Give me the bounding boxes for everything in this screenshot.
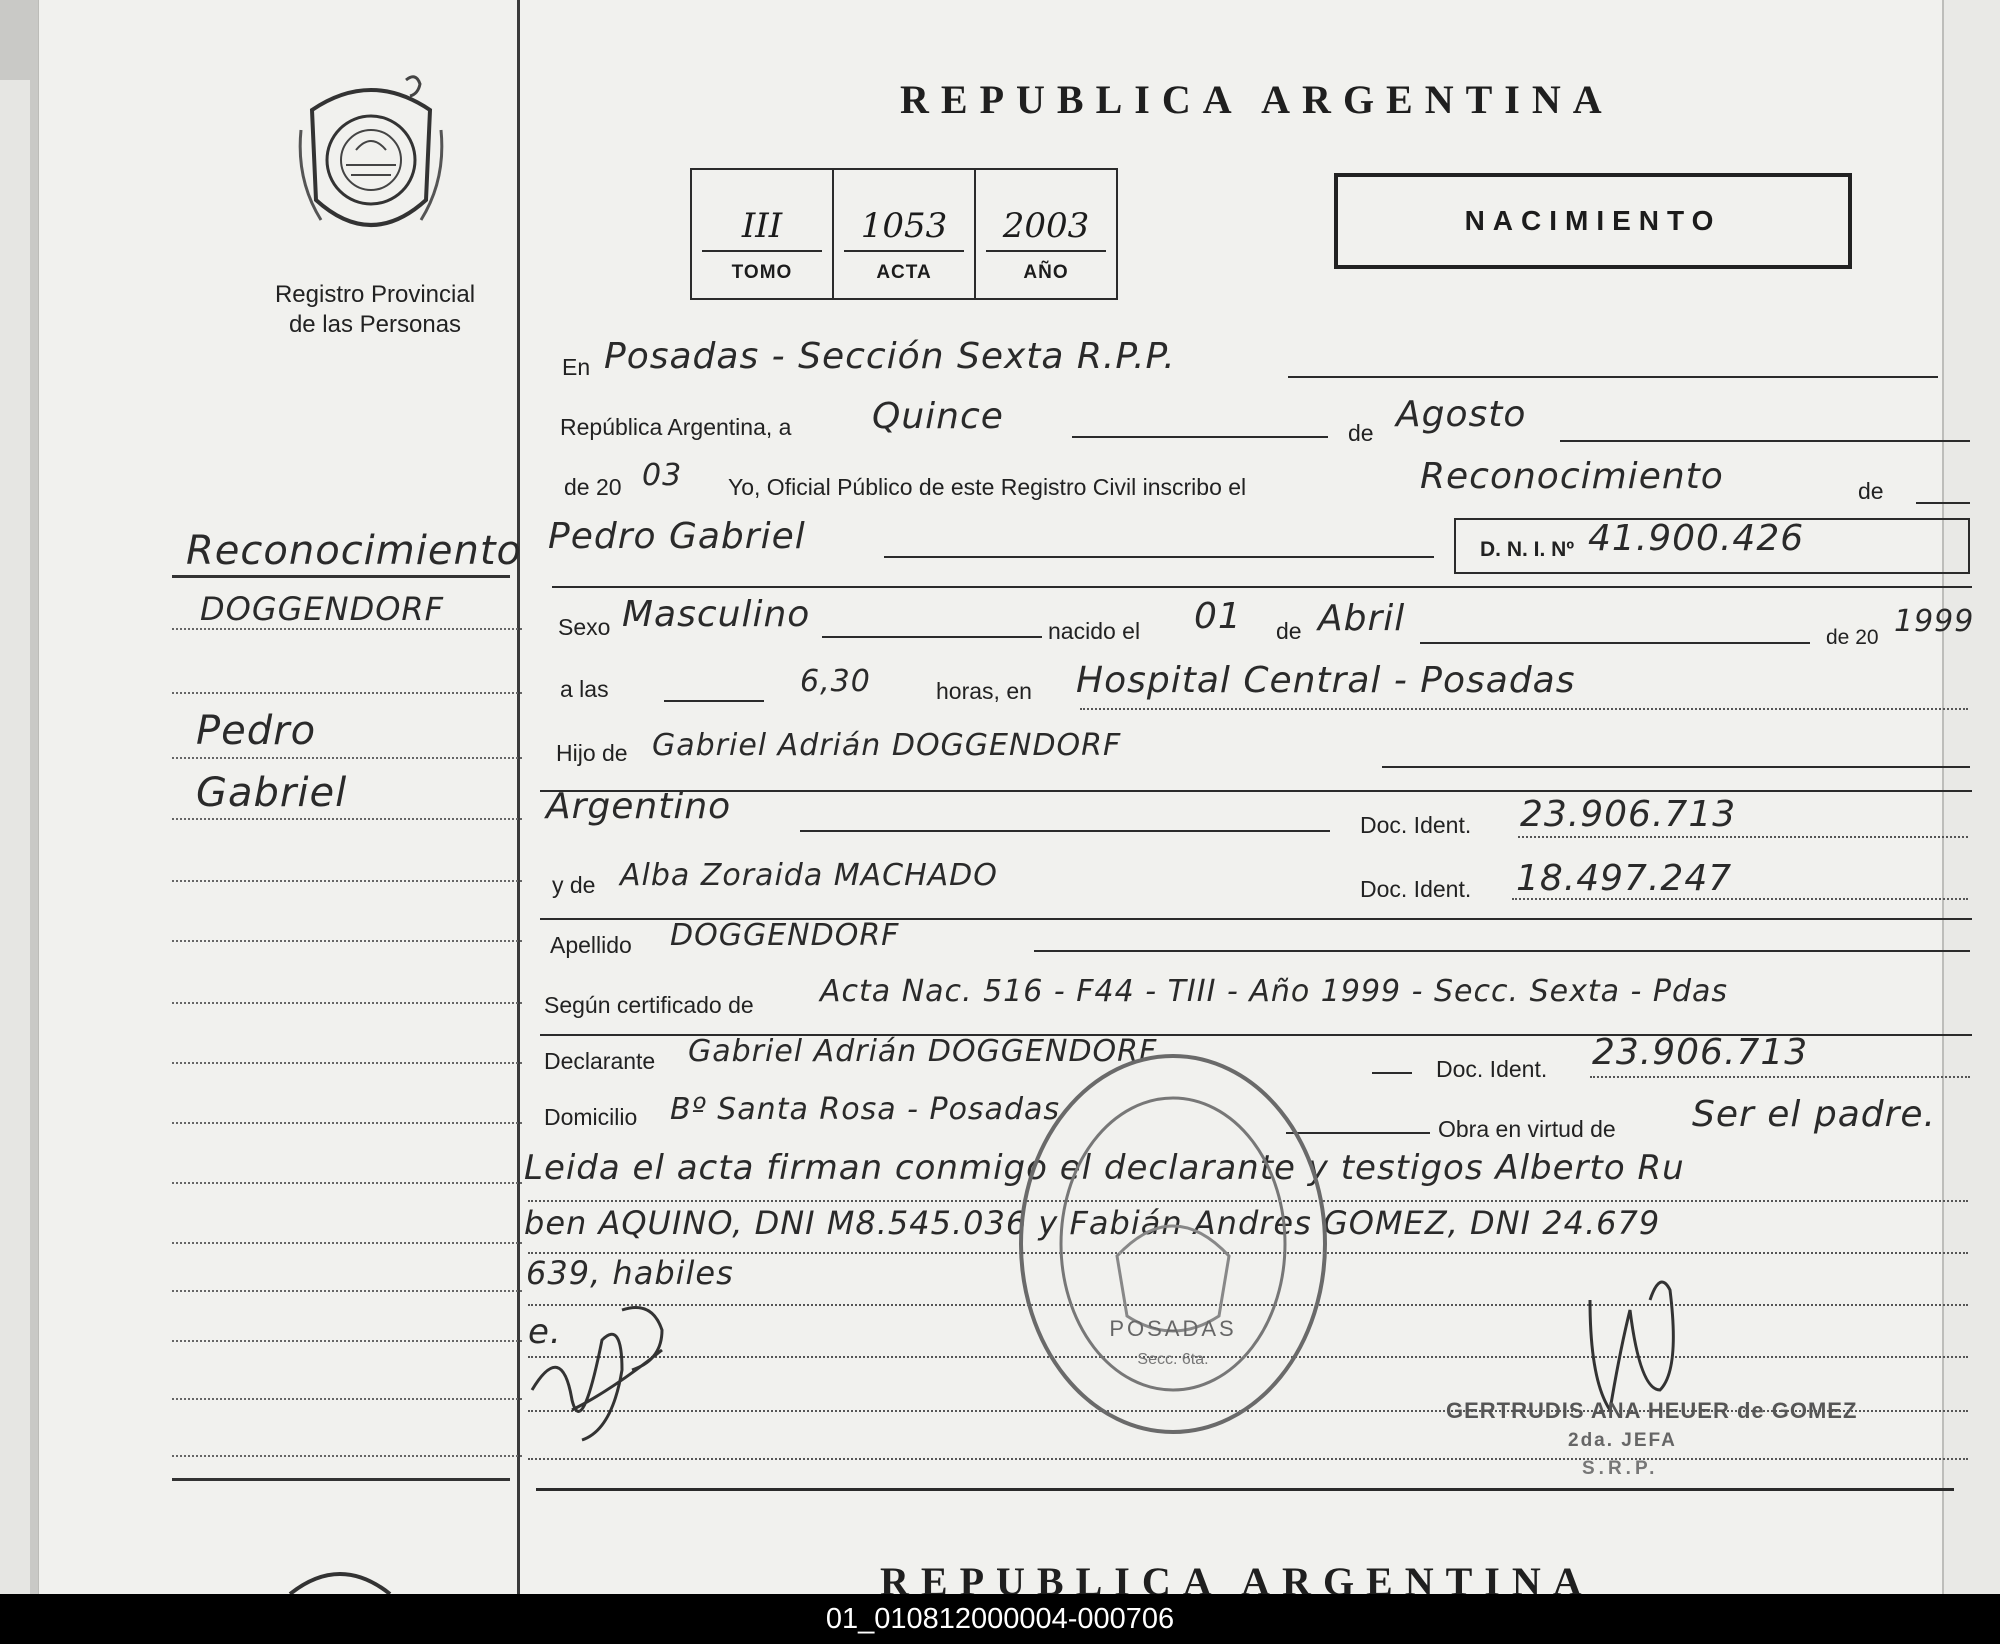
margin-rule	[172, 1062, 522, 1064]
declarante-doc-value: 23.906.713	[1592, 1032, 1809, 1073]
record-type-box: NACIMIENTO	[1334, 173, 1852, 269]
signer-role: 2da. JEFA	[1568, 1430, 1677, 1451]
sexo-value: Masculino	[622, 594, 811, 635]
republica-label: República Argentina, a	[560, 414, 792, 440]
leida-line1: Leida el acta firman conmigo el declarante y testigos Alberto Ru	[524, 1148, 1685, 1188]
provincial-seal-icon	[296, 70, 446, 250]
tomo-label: TOMO	[731, 262, 793, 283]
tomo-value: III	[702, 206, 822, 252]
page-edge-left-inner	[0, 80, 30, 1594]
document-title: REPUBLICA ARGENTINA	[900, 77, 1614, 122]
oficial-text: Yo, Oficial Público de este Registro Civil inscribo el	[728, 474, 1247, 500]
record-id-cell	[692, 170, 834, 298]
margin-rule	[172, 575, 510, 578]
madre-value: Alba Zoraida MACHADO	[620, 858, 998, 893]
form-rule	[1034, 950, 1970, 952]
acta-value: 1053	[844, 206, 964, 252]
form-rule	[1072, 436, 1328, 438]
stamp-sub: Secc. 6ta.	[1137, 1351, 1209, 1368]
apellido-label: Apellido	[550, 932, 632, 958]
inscribo-value: Reconocimiento	[1420, 456, 1724, 497]
de20-label: de 20	[1826, 626, 1879, 649]
margin-rule	[172, 692, 522, 694]
record-id-grid	[690, 168, 1118, 300]
next-page-title: REPUBLICA ARGENTINA	[880, 1559, 1594, 1594]
form-rule	[1420, 642, 1810, 644]
segun-value: Acta Nac. 516 - F44 - TIII - Año 1999 - Secc. Sexta - Pdas	[820, 974, 1729, 1009]
form-rule	[1372, 1072, 1412, 1074]
segun-label: Según certificado de	[544, 992, 754, 1018]
dni-label: D. N. I. Nº	[1480, 538, 1575, 561]
margin-rule	[172, 940, 522, 942]
form-rule	[1560, 440, 1970, 442]
margin-note-name1: Pedro	[196, 708, 317, 754]
signer-name: GERTRUDIS ANA HEUER de GOMEZ	[1446, 1398, 1858, 1423]
form-rule	[540, 790, 1972, 792]
nacido-mes: Abril	[1318, 598, 1406, 639]
en-label: En	[562, 354, 591, 380]
margin-rule	[172, 1290, 522, 1292]
form-rule	[1382, 766, 1970, 768]
provincial-seal-icon	[280, 1566, 400, 1594]
obra-label: Obra en virtud de	[1438, 1116, 1616, 1142]
padre-doc-value: 23.906.713	[1520, 794, 1737, 835]
form-dotted-rule	[1080, 708, 1968, 710]
form-dotted-rule	[1518, 836, 1968, 838]
page-edge-right	[1942, 0, 2000, 1594]
form-rule	[800, 830, 1330, 832]
stamp-city: POSADAS	[1109, 1316, 1237, 1341]
margin-note-type: Reconocimiento	[186, 528, 522, 574]
margin-note-name2: Gabriel	[196, 770, 348, 816]
margin-rule	[172, 1455, 522, 1457]
registry-name-line1: Registro Provincial	[274, 281, 476, 308]
registry-name-line2: de las Personas	[288, 311, 462, 338]
form-rule	[664, 700, 764, 702]
form-rule	[884, 556, 1434, 558]
leida-line2: ben AQUINO, DNI M8.545.036 y Fabián Andres GOMEZ, DNI 24.679	[524, 1204, 1661, 1242]
hijo-label: Hijo de	[556, 740, 628, 766]
form-bottom-rule	[536, 1488, 1954, 1491]
form-dotted-rule	[1590, 1076, 1970, 1078]
apellido-value: DOGGENDORF	[670, 918, 900, 953]
alas-label: a las	[560, 676, 609, 702]
nacido-anio: 1999	[1894, 604, 1975, 639]
official-round-stamp	[1012, 1046, 1334, 1442]
mes-value: Agosto	[1396, 394, 1527, 435]
form-dotted-rule	[1512, 898, 1968, 900]
margin-rule	[172, 1242, 522, 1244]
dni-value: 41.900.426	[1588, 518, 1805, 559]
declarante-value: Gabriel Adrián DOGGENDORF	[688, 1034, 1158, 1069]
domicilio-label: Domicilio	[544, 1104, 638, 1130]
margin-rule	[172, 1478, 510, 1481]
leida-line4: e.	[528, 1312, 562, 1352]
margin-rule	[172, 1340, 522, 1342]
anio-prefix-label: de 20	[564, 474, 622, 500]
margin-note-surname: DOGGENDORF	[200, 590, 445, 628]
dia-value: Quince	[872, 396, 1004, 437]
form-rule	[1916, 502, 1970, 504]
signer-office: S.R.P.	[1582, 1458, 1659, 1479]
de-label-3: de	[1276, 618, 1302, 644]
padre-doc-label: Doc. Ident.	[1360, 812, 1472, 838]
margin-rule	[172, 628, 522, 630]
padre-nacionalidad: Argentino	[546, 786, 732, 827]
margin-rule	[172, 818, 522, 820]
margin-rule	[172, 1398, 522, 1400]
lugar-value: Hospital Central - Posadas	[1076, 660, 1576, 701]
anio-suffix-value: 03	[642, 458, 683, 493]
leida-line3: 639, habiles	[526, 1254, 734, 1292]
signature-left	[512, 1290, 732, 1470]
anio-value: 2003	[986, 206, 1106, 252]
de-label: de	[1348, 420, 1374, 446]
margin-rule	[172, 1002, 522, 1004]
form-rule	[822, 636, 1042, 638]
madre-doc-label: Doc. Ident.	[1360, 876, 1472, 902]
record-id-cell	[976, 170, 1116, 298]
margin-rule	[172, 1122, 522, 1124]
padre-value: Gabriel Adrián DOGGENDORF	[652, 728, 1122, 763]
margin-rule	[172, 880, 522, 882]
nacido-dia: 01	[1194, 596, 1242, 637]
anio-label: AÑO	[1023, 262, 1069, 283]
record-id-cell	[834, 170, 976, 298]
yde-label: y de	[552, 872, 596, 898]
domicilio-value: Bº Santa Rosa - Posadas	[670, 1092, 1061, 1127]
margin-rule	[172, 757, 522, 759]
form-rule	[1288, 376, 1938, 378]
margin-rule	[172, 1182, 522, 1184]
en-value: Posadas - Sección Sexta R.P.P.	[604, 336, 1176, 377]
file-id-bar: 01_010812000004-000706	[0, 1594, 2000, 1644]
obra-value: Ser el padre.	[1692, 1094, 1936, 1135]
de-label-2: de	[1858, 478, 1884, 504]
acta-label: ACTA	[876, 262, 932, 283]
madre-doc-value: 18.497.247	[1516, 858, 1733, 899]
sexo-label: Sexo	[558, 614, 611, 640]
registry-name	[230, 280, 520, 340]
nombre-value: Pedro Gabriel	[548, 516, 806, 557]
nacido-label: nacido el	[1048, 618, 1141, 644]
form-rule	[552, 586, 1972, 588]
hora-value: 6,30	[800, 664, 871, 699]
form-dotted-rule	[528, 1458, 1968, 1460]
declarante-doc-label: Doc. Ident.	[1436, 1056, 1548, 1082]
declarante-label: Declarante	[544, 1048, 656, 1074]
horas-label: horas, en	[936, 678, 1032, 704]
